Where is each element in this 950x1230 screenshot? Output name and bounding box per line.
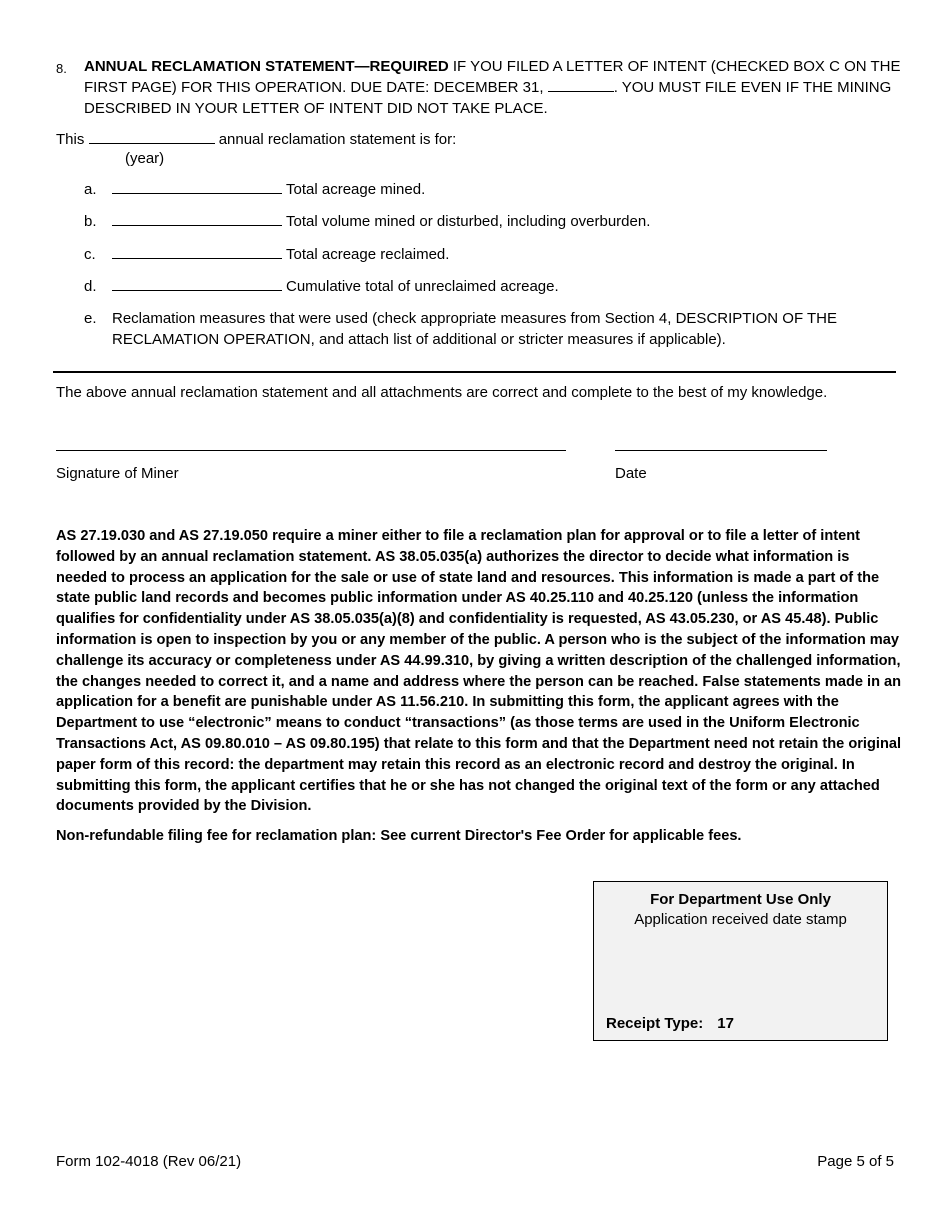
volume-mined-field[interactable]: [112, 211, 282, 226]
signature-field[interactable]: [56, 450, 566, 451]
form-id: Form 102-4018 (Rev 06/21): [56, 1153, 242, 1170]
section-heading: ANNUAL RECLAMATION STATEMENT—REQUIRED: [84, 58, 449, 75]
item-letter: d.: [84, 278, 97, 295]
acreage-mined-field[interactable]: [112, 179, 282, 194]
item-text: Total acreage reclaimed.: [286, 246, 450, 263]
receipt-type-label: Receipt Type:: [606, 1015, 704, 1032]
due-year-field[interactable]: [548, 77, 614, 92]
receipt-type: [606, 1015, 734, 1032]
department-box-title: For Department Use Only: [650, 891, 831, 908]
section-text-2: . YOU MUST FILE EVEN IF THE MINING DESCRIBED IN YOUR LETTER OF INTENT DID NOT TAKE PLACE.: [84, 79, 892, 117]
department-use-box: [593, 881, 888, 1041]
page-number: Page 5 of 5: [817, 1153, 894, 1170]
item-d: [84, 276, 904, 297]
section-text-1: IF YOU FILED A LETTER OF INTENT (CHECKED BOX C ON THE FIRST PAGE) FOR THIS OPERATION. DUE DATE: DECEMBER 31,: [84, 58, 901, 96]
item-c: [84, 244, 904, 265]
signature-label: Signature of Miner: [56, 465, 179, 482]
date-field[interactable]: [615, 450, 827, 451]
item-letter: b.: [84, 213, 97, 230]
item-a: [84, 179, 904, 200]
item-b: [84, 211, 904, 232]
item-text: Reclamation measures that were used (check appropriate measures from Section 4, DESCRIPTION OF THE RECLAMATION OPERATION, and attach list of additional or stricter measures if applicable).: [112, 310, 838, 348]
legal-notice: AS 27.19.030 and AS 27.19.050 require a miner either to file a reclamation plan for approval or to file a letter of intent followed by an annual reclamation statement. AS 38.05.035(a) authorizes the director to decide what information is needed to process an application for the sale or use of state land and resources. This information is made a part of the state public land records and becomes public information under AS 40.25.110 and 40.25.120 (unless the information qualifies for confidentiality under AS 38.05.035(a)(8) and confidentiality is requested, AS 43.05.230, or AS 45.48). Public information is open to inspection by you or any member of the public. A person who is the subject of the information may challenge its accuracy or completeness under AS 44.99.310, by giving a written description of the challenged information, the changes needed to correct it, and a name and address where the person can be reached. False statements made in an application for a benefit are punishable under AS 11.56.210. In submitting this form, the applicant agrees with the Department to use “electronic” means to conduct “transactions” (as those terms are used in the Uniform Electronic Transactions Act, AS 09.80.010 – AS 09.80.195) that relate to this form and that the Department need not retain the original paper form of this record: the department may retain this record as an electronic record and destroy the original. In submitting this form, the applicant certifies that he or she has not changed the original text of the form or any attached documents provided by the Division.: [56, 528, 902, 815]
item-letter: e.: [84, 310, 97, 327]
statement-year-field[interactable]: [89, 129, 215, 144]
year-label: (year): [125, 150, 165, 167]
date-label: Date: [615, 465, 647, 482]
item-e: [84, 308, 904, 350]
item-letter: a.: [84, 181, 97, 198]
section-divider: [53, 371, 896, 373]
attestation: The above annual reclamation statement and all attachments are correct and complete to the best of my knowledge.: [56, 384, 828, 401]
fee-notice: Non-refundable filing fee for reclamation plan: See current Director's Fee Order for applicable fees.: [56, 828, 742, 844]
statement-suffix: annual reclamation statement is for:: [218, 131, 457, 148]
acreage-reclaimed-field[interactable]: [112, 244, 282, 259]
statement-year-line: [56, 129, 456, 148]
department-box-subtitle: Application received date stamp: [634, 911, 847, 928]
unreclaimed-acreage-field[interactable]: [112, 276, 282, 291]
item-letter: c.: [84, 246, 96, 263]
item-text: Total acreage mined.: [286, 181, 426, 198]
receipt-type-value: 17: [717, 1015, 734, 1032]
item-text: Cumulative total of unreclaimed acreage.: [286, 278, 559, 295]
statement-prefix: This: [56, 131, 85, 148]
section-number: 8.: [56, 61, 67, 76]
item-text: Total volume mined or disturbed, including overburden.: [286, 213, 651, 230]
section-8: [56, 56, 906, 119]
